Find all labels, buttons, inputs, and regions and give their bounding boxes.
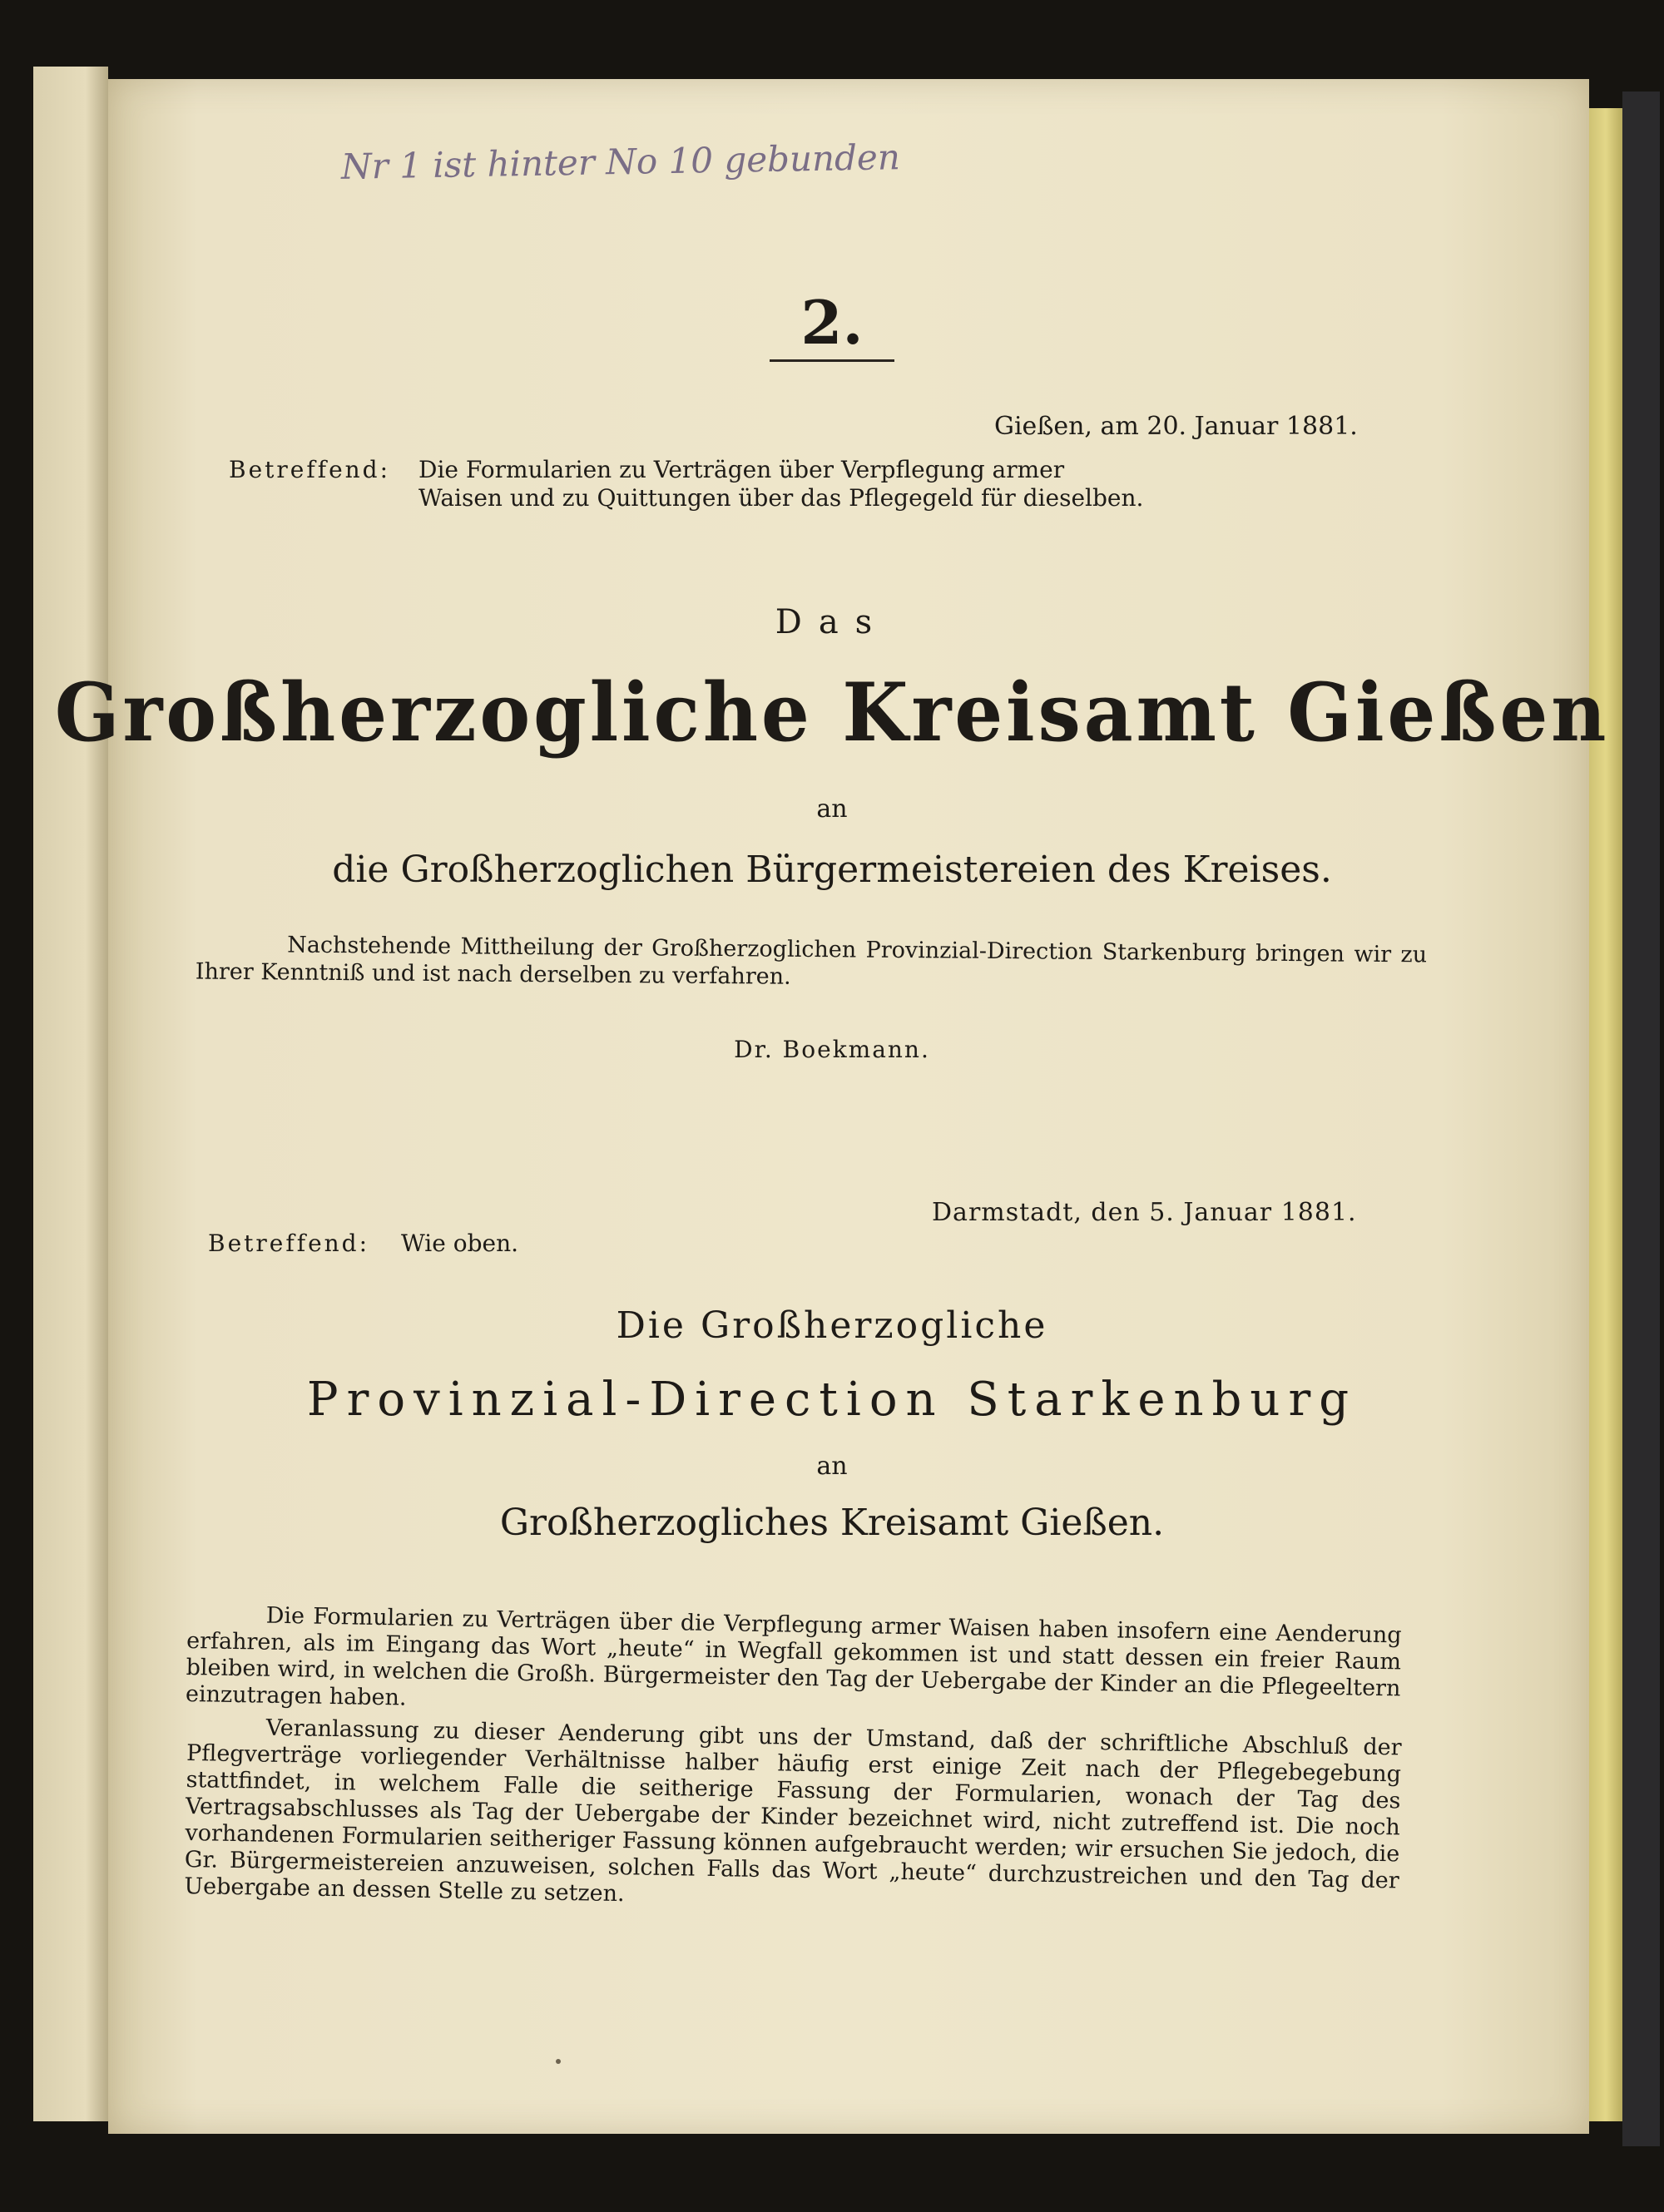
- number-underline: [770, 359, 894, 362]
- letter1-sender-heading: Großherzogliche Kreisamt Gießen: [54, 666, 1610, 760]
- letter2-subject-text: Wie oben.: [401, 1230, 518, 1257]
- document-number: 2.: [800, 287, 864, 358]
- letter1-subject-text: Die Formularien zu Verträgen über Verpflegung armer Waisen und zu Quittungen über das Pflegegeld für dieselben.: [418, 456, 1144, 512]
- letter1-article: Das: [775, 603, 889, 641]
- letter1-signature: Dr. Boekmann.: [734, 1036, 930, 1063]
- letter2-paragraph-2: Veranlassung zu dieser Aenderung gibt uns der Umstand, daß der schriftliche Abschluß der Pflegverträge vorliegender Verhältnisse halber häufig erst einige Zeit nach der Pflegebegebung stattfindet, in welchem Falle die seitherige Fassung der Formularien, wonach der Tag des Vertragsabschlusses als Tag der Uebergabe der Kinder bezeichnet wird, nicht zutreffend ist. Die noch vorhandenen Formularien seitheriger Fassung können aufgebraucht werden; wir ersuchen Sie jedoch, die Gr. Bürgermeistereien anzuweisen, solchen Falls das Wort „heute“ durchzustreichen und den Tag der Uebergabe an dessen Stelle zu setzen.: [184, 1715, 1402, 1908]
- letter1-place-date: Gießen, am 20. Januar 1881.: [994, 412, 1358, 441]
- letter2-sender-line1: Die Großherzogliche: [616, 1304, 1048, 1347]
- letter1-recipient: die Großherzoglichen Bürgermeistereien des Kreises.: [332, 849, 1332, 891]
- letter2-to-word: an: [816, 1452, 848, 1481]
- letter2-recipient: Großherzogliches Kreisamt Gießen.: [499, 1502, 1165, 1544]
- letter1-subject-label: Betreffend:: [229, 456, 391, 483]
- handwritten-note: Nr 1 ist hinter No 10 gebunden: [340, 136, 901, 187]
- book-binding-board: [1622, 92, 1660, 2146]
- letter2-sender-line2: Provinzial-Direction Starkenburg: [306, 1373, 1358, 1427]
- letter2-paragraph-1: Die Formularien zu Verträgen über die Verpflegung armer Waisen haben insofern eine Aenderung erfahren, als im Eingang das Wort „heute“ in Wegfall gekommen ist und statt dessen ein freier Raum bleiben wird, in welchen die Großh. Bürgermeister den Tag der Uebergabe der Kinder an die Pflegeeltern einzutragen haben.: [185, 1602, 1402, 1711]
- facing-page-edge: [33, 67, 108, 2121]
- paper-speck: [556, 2059, 561, 2064]
- letter2-place-date: Darmstadt, den 5. Januar 1881.: [932, 1198, 1357, 1227]
- letter2-subject-label: Betreffend:: [208, 1230, 370, 1257]
- page-block-edge: [1589, 108, 1622, 2121]
- letter1-to-word: an: [816, 794, 848, 824]
- letter1-intro-paragraph: Nachstehende Mittheilung der Großherzoglichen Provinzial-Direction Starkenburg bringen wir zu Ihrer Kenntniß und ist nach derselben zu verfahren.: [195, 932, 1428, 990]
